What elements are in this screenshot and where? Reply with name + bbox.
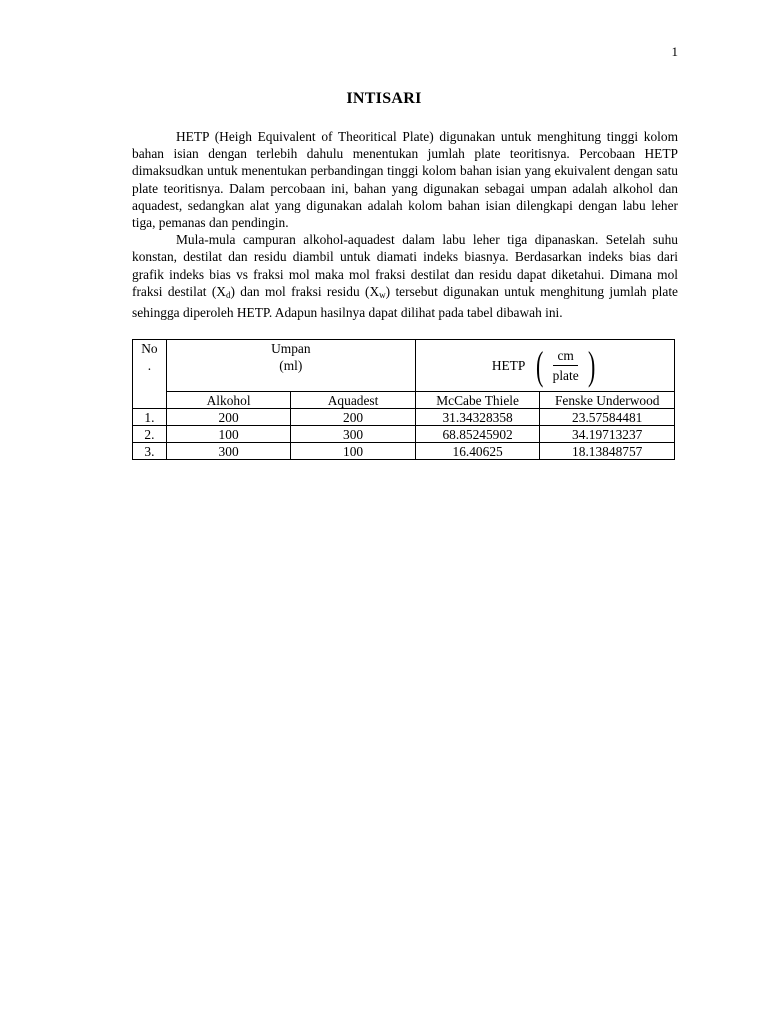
- abstract-body: [132, 128, 678, 321]
- header-no-dot: .: [147, 358, 152, 373]
- cell-alkohol: 100: [166, 426, 290, 443]
- subheader-mccabe-thiele: McCabe Thiele: [415, 392, 540, 409]
- cell-aquadest: 300: [291, 426, 415, 443]
- hetp-unit-denominator: plate: [552, 368, 579, 383]
- table-row: [133, 409, 675, 426]
- cell-alkohol: 200: [166, 409, 290, 426]
- subscript-d: d: [225, 289, 231, 300]
- cell-fenske: 18.13848757: [540, 443, 675, 460]
- hetp-unit-numerator: cm: [553, 348, 577, 366]
- table-row: [133, 443, 675, 460]
- left-paren-icon: (: [536, 342, 544, 388]
- cell-fenske: 23.57584481: [540, 409, 675, 426]
- header-umpan-label: Umpan: [271, 341, 311, 356]
- header-umpan-unit: (ml): [279, 358, 303, 373]
- cell-alkohol: 300: [166, 443, 290, 460]
- cell-no: 1.: [133, 409, 167, 426]
- cell-fenske: 34.19713237: [540, 426, 675, 443]
- paragraph-2: [132, 231, 678, 321]
- right-paren-icon: ): [587, 342, 595, 388]
- page-title: INTISARI: [346, 90, 422, 107]
- cell-aquadest: 200: [291, 409, 415, 426]
- paragraph-2-part-b: ) dan mol fraksi residu (X: [230, 283, 380, 299]
- header-no: [133, 340, 167, 409]
- subheader-aquadest: Aquadest: [291, 392, 415, 409]
- subheader-fenske-underwood: Fenske Underwood: [540, 392, 675, 409]
- hetp-unit-fraction: [533, 342, 598, 388]
- cell-mccabe: 68.85245902: [415, 426, 540, 443]
- page-number: 1: [671, 44, 678, 59]
- subscript-w: w: [379, 289, 386, 300]
- paragraph-2-part-a: Mula-mula campuran alkohol-aquadest dalam labu leher tiga dipanaskan. Setelah suhu konstan, destilat dan residu diambil untuk diamati indeks biasnya. Berdasarkan indeks bias dari grafik indeks bias vs fraksi mol maka mol fraksi destilat dan residu dapat diketahui. Dimana mol fraksi destilat (X: [132, 232, 678, 299]
- paragraph-1: HETP (Heigh Equivalent of Theoritical Plate) digunakan untuk menghitung tinggi kolom bahan isian dengan terlebih dahulu menentukan jumlah plate teoritisnya. Percobaan HETP dimaksudkan untuk menentukan perbandingan tinggi kolom bahan isian yang ekuivalent dengan satu plate teoritisnya. Dalam percobaan ini, bahan yang digunakan sebagai umpan adalah alkohol dan aquadest, sedangkan alat yang digunakan adalah kolom bahan isian dilengkapi dengan labu leher tiga, pemanas dan pendingin.: [132, 129, 678, 231]
- header-no-label: No: [141, 341, 158, 356]
- cell-mccabe: 31.34328358: [415, 409, 540, 426]
- cell-no: 3.: [133, 443, 167, 460]
- cell-aquadest: 100: [291, 443, 415, 460]
- header-umpan: [166, 340, 415, 392]
- subheader-alkohol: Alkohol: [166, 392, 290, 409]
- cell-no: 2.: [133, 426, 167, 443]
- header-hetp-label: HETP: [491, 358, 526, 373]
- header-hetp: [415, 340, 674, 392]
- table-row: [133, 426, 675, 443]
- paragraph-2-part-c: ) tersebut digunakan untuk menghitung jumlah plate sehingga diperoleh HETP. Adapun hasilnya dapat dilihat pada tabel dibawah ini.: [132, 283, 678, 321]
- cell-mccabe: 16.40625: [415, 443, 540, 460]
- results-table: [132, 339, 675, 460]
